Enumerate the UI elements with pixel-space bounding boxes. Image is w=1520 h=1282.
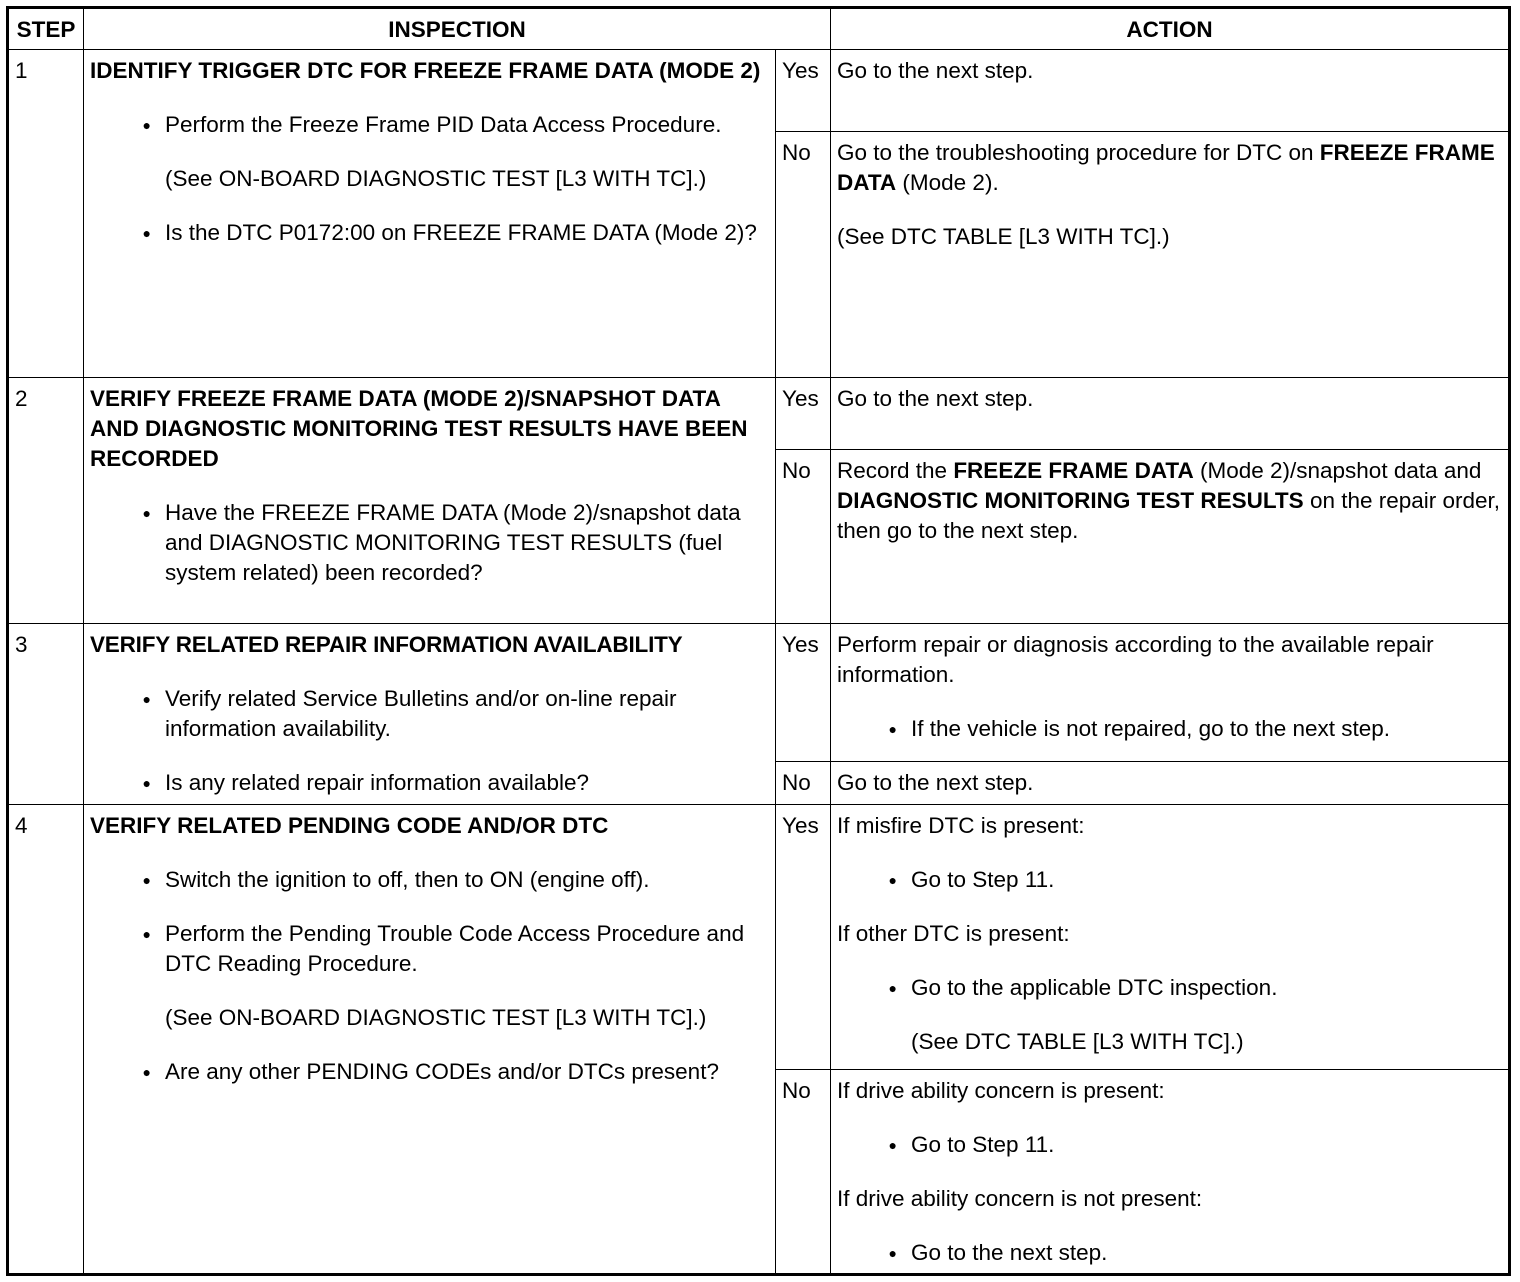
bullet-icon: ● <box>888 1245 897 1261</box>
no-action <box>831 132 1510 378</box>
no-action-part: on the repair order, then go to the next step. <box>837 488 1501 543</box>
inspection-bullet <box>90 684 769 744</box>
no-action-part: (Mode 2). <box>896 170 999 195</box>
no-action-bold: FREEZE FRAME DATA <box>837 140 1495 195</box>
action-bullet <box>837 973 1502 1003</box>
inspection-bullet <box>90 865 769 895</box>
no-action: Go to the next step. <box>831 762 1510 805</box>
condition-text: If drive ability concern is present: <box>837 1078 1165 1103</box>
yes-label: Yes <box>776 805 831 1070</box>
no-action <box>831 450 1510 624</box>
condition-text: If other DTC is present: <box>837 921 1070 946</box>
no-action-bold: DIAGNOSTIC MONITORING TEST RESULTS <box>837 488 1304 513</box>
header-row <box>8 8 1510 50</box>
action-bullet <box>837 714 1502 744</box>
bullet-icon: ● <box>888 980 897 996</box>
bullet-text: Are any other PENDING CODEs and/or DTCs present? <box>165 1059 719 1084</box>
no-action-part: Record the <box>837 458 954 483</box>
diagnostic-procedure-table <box>6 6 1511 1276</box>
bullet-text: Go to Step 11. <box>911 867 1055 892</box>
no-action-part: (Mode 2)/snapshot data and <box>1193 458 1482 483</box>
inspection-question <box>90 1057 769 1087</box>
step-1-yes-row <box>8 50 1510 132</box>
yes-label: Yes <box>776 624 831 762</box>
step-2-yes-row <box>8 378 1510 450</box>
bullet-text: Have the FREEZE FRAME DATA (Mode 2)/snapshot data and DIAGNOSTIC MONITORING TEST RESULTS (fuel system related) been recorded? <box>165 500 741 585</box>
no-action-text <box>837 138 1502 198</box>
reference-text: (See ON-BOARD DIAGNOSTIC TEST [L3 WITH TC].) <box>165 166 707 191</box>
step-number: 1 <box>8 50 84 378</box>
step-3-inspection <box>84 624 776 805</box>
no-label: No <box>776 762 831 805</box>
no-label: No <box>776 450 831 624</box>
no-label: No <box>776 132 831 378</box>
step-title: IDENTIFY TRIGGER DTC FOR FREEZE FRAME DATA (MODE 2) <box>90 58 761 83</box>
bullet-text: Switch the ignition to off, then to ON (engine off). <box>165 867 650 892</box>
bullet-icon: ● <box>142 225 151 241</box>
bullet-icon: ● <box>142 1064 151 1080</box>
bullet-text: Go to the next step. <box>911 1240 1108 1265</box>
bullet-icon: ● <box>142 117 151 133</box>
step-2-inspection <box>84 378 776 624</box>
reference-text: (See ON-BOARD DIAGNOSTIC TEST [L3 WITH TC].) <box>165 1005 707 1030</box>
no-action-text <box>837 456 1502 546</box>
reference-text: (See DTC TABLE [L3 WITH TC].) <box>911 1029 1244 1054</box>
no-action <box>831 1070 1510 1275</box>
header-step: STEP <box>8 8 84 50</box>
bullet-text: Perform the Freeze Frame PID Data Access Procedure. <box>165 112 722 137</box>
bullet-text: Perform the Pending Trouble Code Access Procedure and DTC Reading Procedure. <box>165 921 745 976</box>
bullet-text: Verify related Service Bulletins and/or on-line repair information availability. <box>165 686 677 741</box>
bullet-icon: ● <box>142 775 151 791</box>
header-action: ACTION <box>831 8 1510 50</box>
bullet-text: Go to Step 11. <box>911 1132 1055 1157</box>
header-inspection: INSPECTION <box>84 8 831 50</box>
bullet-text: If the vehicle is not repaired, go to the next step. <box>911 716 1391 741</box>
step-4-inspection <box>84 805 776 1275</box>
bullet-icon: ● <box>888 872 897 888</box>
step-3-yes-row <box>8 624 1510 762</box>
condition-text: If misfire DTC is present: <box>837 813 1085 838</box>
bullet-icon: ● <box>142 926 151 942</box>
reference-text: (See DTC TABLE [L3 WITH TC].) <box>837 224 1170 249</box>
bullet-icon: ● <box>888 1137 897 1153</box>
yes-action-text: Perform repair or diagnosis according to the available repair information. <box>837 632 1434 687</box>
step-number: 3 <box>8 624 84 805</box>
step-4-yes-row <box>8 805 1510 1070</box>
bullet-icon: ● <box>142 505 151 521</box>
bullet-text: Go to the applicable DTC inspection. <box>911 975 1278 1000</box>
no-action-part: Go to the troubleshooting procedure for DTC on <box>837 140 1320 165</box>
step-number: 4 <box>8 805 84 1275</box>
inspection-bullet <box>90 919 769 979</box>
no-action-bold: FREEZE FRAME DATA <box>953 458 1194 483</box>
bullet-icon: ● <box>888 721 897 737</box>
bullet-text: Is any related repair information available? <box>165 770 589 795</box>
yes-action: Go to the next step. <box>831 50 1510 132</box>
step-title: VERIFY RELATED PENDING CODE AND/OR DTC <box>90 813 609 838</box>
no-label: No <box>776 1070 831 1275</box>
bullet-icon: ● <box>142 691 151 707</box>
bullet-icon: ● <box>142 872 151 888</box>
step-title: VERIFY RELATED REPAIR INFORMATION AVAILABILITY <box>90 632 683 657</box>
yes-action: Go to the next step. <box>831 378 1510 450</box>
action-bullet <box>837 1130 1502 1160</box>
yes-label: Yes <box>776 50 831 132</box>
inspection-question <box>90 768 769 798</box>
action-bullet <box>837 865 1502 895</box>
condition-text: If drive ability concern is not present: <box>837 1186 1203 1211</box>
yes-action <box>831 805 1510 1070</box>
step-number: 2 <box>8 378 84 624</box>
bullet-text: Is the DTC P0172:00 on FREEZE FRAME DATA (Mode 2)? <box>165 220 757 245</box>
action-bullet <box>837 1238 1502 1268</box>
yes-action <box>831 624 1510 762</box>
step-1-inspection <box>84 50 776 378</box>
yes-label: Yes <box>776 378 831 450</box>
step-title: VERIFY FREEZE FRAME DATA (MODE 2)/SNAPSHOT DATA AND DIAGNOSTIC MONITORING TEST RESULTS HAVE BEEN RECORDED <box>90 386 748 471</box>
inspection-question <box>90 498 769 588</box>
inspection-question <box>90 218 769 248</box>
inspection-bullet <box>90 110 769 140</box>
